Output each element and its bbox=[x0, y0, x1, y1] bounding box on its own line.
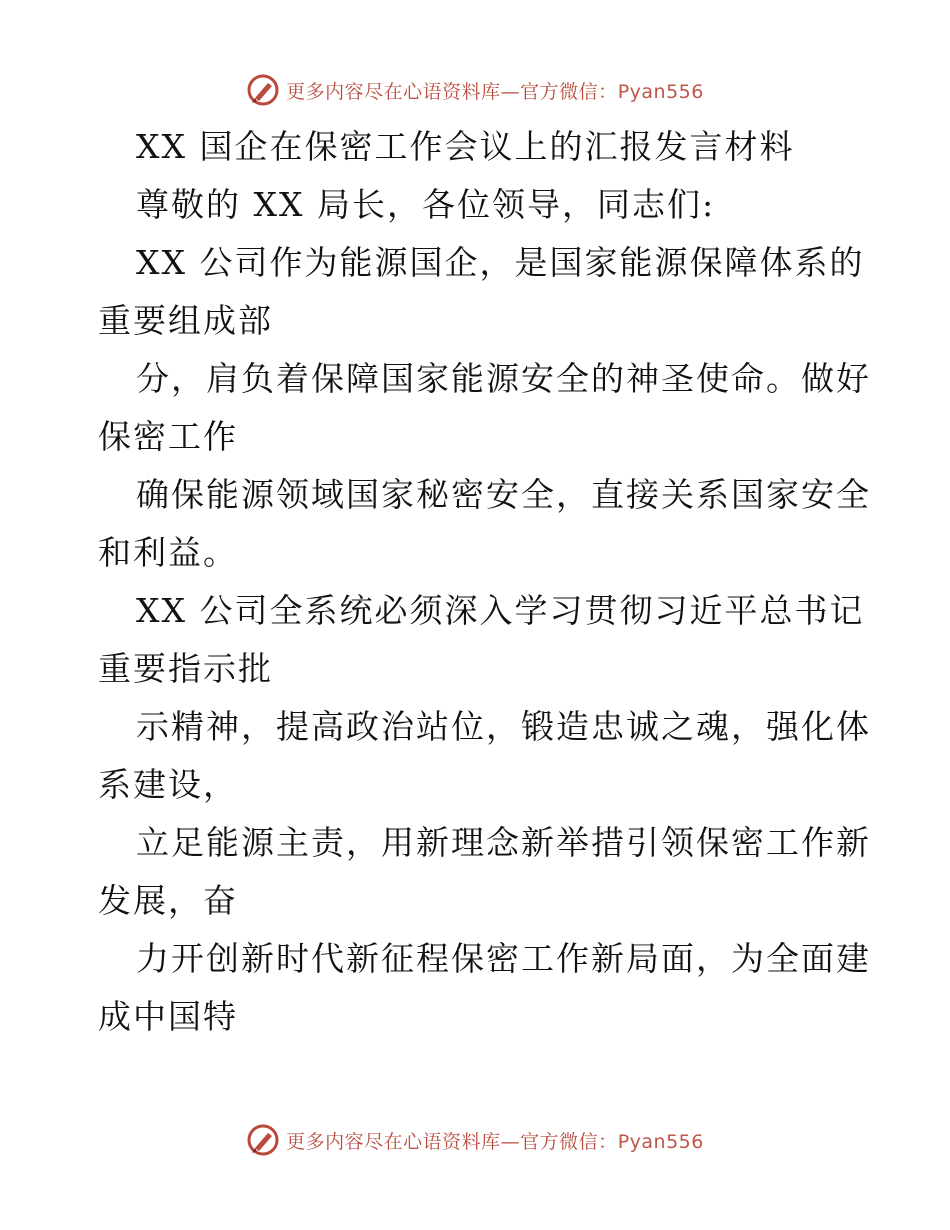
header-banner-text bbox=[286, 77, 704, 104]
document-body bbox=[98, 118, 871, 1046]
banner-separator: — bbox=[500, 80, 521, 103]
body-line: 重要组成部 bbox=[98, 301, 273, 340]
salutation: 尊敬的 XX 局长，各位领导，同志们: bbox=[136, 185, 716, 224]
banner-wechat-id: Pyan556 bbox=[617, 80, 704, 103]
banner-separator: — bbox=[500, 1130, 521, 1153]
body-line: 保密工作 bbox=[98, 417, 238, 456]
body-line: 力开创新时代新征程保密工作新局面，为全面建 bbox=[136, 939, 871, 978]
banner-wechat-label: 官方微信： bbox=[520, 80, 618, 103]
header-watermark-banner bbox=[0, 68, 950, 112]
banner-wechat-id: Pyan556 bbox=[617, 1130, 704, 1153]
body-line: 发展，奋 bbox=[98, 881, 238, 920]
body-line: 重要指示批 bbox=[98, 649, 273, 688]
body-line: XX 公司全系统必须深入学习贯彻习近平总书记 bbox=[136, 591, 865, 630]
banner-wechat-label: 官方微信： bbox=[520, 1130, 618, 1153]
body-line: XX 公司作为能源国企，是国家能源保障体系的 bbox=[136, 243, 865, 282]
body-line: 确保能源领域国家秘密安全，直接关系国家安全 bbox=[136, 475, 871, 514]
pen-logo-icon bbox=[246, 73, 280, 107]
body-line: 分，肩负着保障国家能源安全的神圣使命。做好 bbox=[136, 359, 871, 398]
body-line: 成中国特 bbox=[98, 997, 238, 1036]
body-line: 立足能源主责，用新理念新举措引领保密工作新 bbox=[136, 823, 871, 862]
body-line: 示精神，提高政治站位，锻造忠诚之魂，强化体 bbox=[136, 707, 871, 746]
body-line: 和利益。 bbox=[98, 533, 238, 572]
banner-main-text: 更多内容尽在心语资料库 bbox=[286, 1130, 501, 1153]
pen-logo-icon bbox=[246, 1123, 280, 1157]
body-line: 系建设， bbox=[98, 765, 238, 804]
banner-main-text: 更多内容尽在心语资料库 bbox=[286, 80, 501, 103]
footer-banner-text bbox=[286, 1127, 704, 1154]
footer-watermark-banner bbox=[0, 1118, 950, 1162]
document-title: XX 国企在保密工作会议上的汇报发言材料 bbox=[136, 127, 795, 166]
